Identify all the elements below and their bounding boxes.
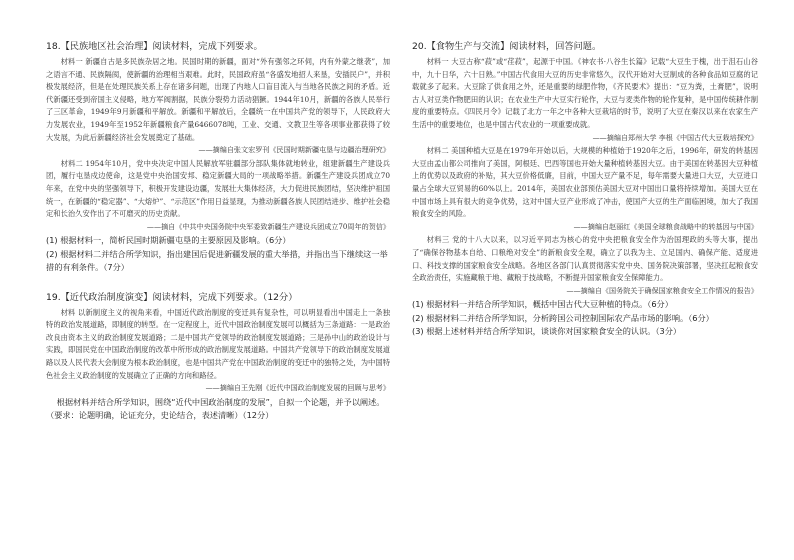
question-19-material: 材料 以新制度主义的视角来看，中国近代政治制度的变迁具有复杂性，可以明显看出中国走上一条独特的政治发展道路，即制度的转型。在一定程度上，近代中国政治制度发展可以概括为三条道路：一是政治改良由资本主义的政治制度发展道路；二是中国共产党领导的政治制度发展道路；三是孙中山的政治设计与实践，即国民党在中国政治制度的改革中所形成的政治制度发展道路。中国共产党领导下的政治制度发展道路以及人民代表大会制度为根本政治制度，也是中国共产党在中国政治制度的变迁中的独特之处，为中国特色社会主义政治制度的发展确立了正确的方向和路径。 xyxy=(46,307,390,380)
question-18-material-2-source: ——摘自《中共中央国务院中央军委致新疆生产建设兵团成立70周年的贺信》 xyxy=(146,221,390,231)
question-20-ask-3: (3) 根据上述材料并结合所学知识，谈谈你对国家粮食安全的认识。（3分） xyxy=(412,326,682,337)
question-20-material-1: 材料一 大豆古称“菽”或“荏菽”，起源于中国。《神农书·八谷生长篇》记载“大豆生于槐，出于沮石山谷中，九十日华，六十日熟。”中国古代食用大豆的历史非常悠久，汉代开始对大豆制成的各种食品如豆腐的记载就多了起来。大豆除了供食用之外，还是重要的绿肥作物，《齐民要术》提出：“豆为粪，土膏肥”，说明古人对豆类作物肥田的认识；在农业生产中大豆实行轮作，大豆与麦类作物的轮作复种，是中国传统耕作制度的重要特点。《四民月令》记载了北方一年之中各种大豆栽培的时节，说明了大豆在秦汉以来在农家生产生活中的重要地位，也是中国古代农业的一项重要成就。 xyxy=(412,57,758,129)
question-18 xyxy=(46,40,390,275)
question-18-material-1-source: ——摘编自张文宏罗刊《民国时期新疆屯垦与边疆治理研究》 xyxy=(198,145,390,155)
question-19-heading: 19.【近代政治制度演变】阅读材料，完成下列要求。（12分） xyxy=(46,291,298,303)
question-18-heading: 18.【民族地区社会治理】阅读材料，完成下列要求。 xyxy=(46,41,263,52)
question-20-ask-2: (2) 根据材料二并结合所学知识，分析跨国公司控制国际农产品市场的影响。（6分） xyxy=(412,312,714,323)
question-20-heading: 20.【食物生产与交流】阅读材料，回答问题。 xyxy=(412,41,602,52)
question-18-ask-2: (2) 根据材料二并结合所学知识，指出建国后促进新疆发展的重大举措，并指出当下继续这一举措的有利条件。（7分） xyxy=(46,248,388,273)
question-19 xyxy=(46,291,390,423)
question-20-ask-1: (1) 根据材料一并结合所学知识，概括中国古代大豆种植的特点。（6分） xyxy=(412,299,673,310)
question-20-material-1-source: ——摘编自郑州大学 李根《中国古代大豆栽培探究》 xyxy=(592,132,758,142)
right-column xyxy=(412,40,758,339)
question-19-ask: 根据材料并结合所学知识，围绕“近代中国政治制度的发展”，自拟一个论题，并予以阐述。 xyxy=(56,396,385,407)
question-19-requirement: （要求：论题明确，论证充分，史论结合，表述清晰）（12分） xyxy=(46,410,274,421)
question-20-material-3: 材料三 党的十八大以来，以习近平同志为核心的党中央把粮食安全作为治国理政的头等大事，提出了“确保谷物基本自给、口粮绝对安全”的新粮食安全观，确立了以我为主、立足国内、确保产能、适度进口、科技支撑的国家粮食安全战略。各地区各部门认真贯彻落实党中央、国务院决策部署，坚决扛起粮食安全政治责任，实施藏粮于地、藏粮于技战略，不断提升国家粮食安全保障能力。 xyxy=(412,235,758,283)
question-18-material-2: 材料二 1954年10月，党中央决定中国人民解放军驻疆部分部队集体就地转业，组建新疆生产建设兵团，履行屯垦戍边使命，这是党中央治国安邦、稳定新疆大局的一项战略举措。新疆生产建设兵团成立70年来，在党中央的坚强领导下，积极开发建设边疆，发展壮大集体经济，大力促进民族团结，坚决维护祖国统一，在新疆的“稳定器”、“大熔炉”、“示范区”作用日益显现，为推动新疆各族人民团结进步、维护社会稳定和长治久安作出了不可磨灭的历史贡献。 xyxy=(46,158,390,219)
question-19-material-source: ——摘编自王先刚《近代中国政治制度发展的回顾与思考》 xyxy=(205,383,390,393)
question-18-ask-1: (1) 根据材料一，简析民国时期新疆屯垦的主要原因及影响。（6分） xyxy=(46,235,291,246)
question-20 xyxy=(412,40,758,339)
left-column xyxy=(46,40,390,423)
question-20-material-2: 材料二 美国种植大豆是在1979年开始以后，大规模的种植始于1920年之后，1996年，研发的转基因大豆由孟山都公司推向了美国，阿根廷、巴西等国也开始大量种植转基因大豆。由于美国在转基因大豆种植上的优势以及政府的补贴，其大豆价格低廉，目前，中国大豆产量不足，每年需要大量进口大豆，大豆进口量占全球大豆贸易的60%以上。2014年，美国农业部预估美国大豆对中国出口量将持续增加。美国大豆在中国市场上具有很大的竞争优势，这对中国大豆产业形成了冲击，使国产大豆的生产面临困境，加大了我国粮食安全的风险。 xyxy=(412,146,758,219)
question-20-material-3-source: ——摘编自《国务院关于确保国家粮食安全工作情况的报告》 xyxy=(566,285,758,295)
question-18-material-1: 材料一 新疆自古是多民族杂居之地。民国时期的新疆，面对“外有强邻之环伺，内有外蒙之继袭”，加之语言不通、民族隔阂，使新疆的治理相当艰难。此时，民国政府虽“各盛发地招人来垦，安插民户”，并积极发展经济，但是在处理民族关系上存在诸多问题，出现了内地人口盲目流入与当地各民族之间的矛盾。近代新疆还受到帝国主义侵略，地方军阀割据，民族分裂势力活动猖獗。1944年10月，新疆的各族人民举行了三区革命，1949年9月新疆和平解放。新疆和平解放后，全疆统一在中国共产党的领导下，人民政府大力发展农业，1949年至1952年新疆粮食产量6466078吨，工业、交通、文教卫生等各项事业都获得了较大发展，为此后新疆经济社会发展奠定了基础。 xyxy=(46,57,390,142)
question-20-material-2-source: ——摘编自赵丽红《美国全球粮食战略中的转基因与中国》 xyxy=(573,221,758,231)
